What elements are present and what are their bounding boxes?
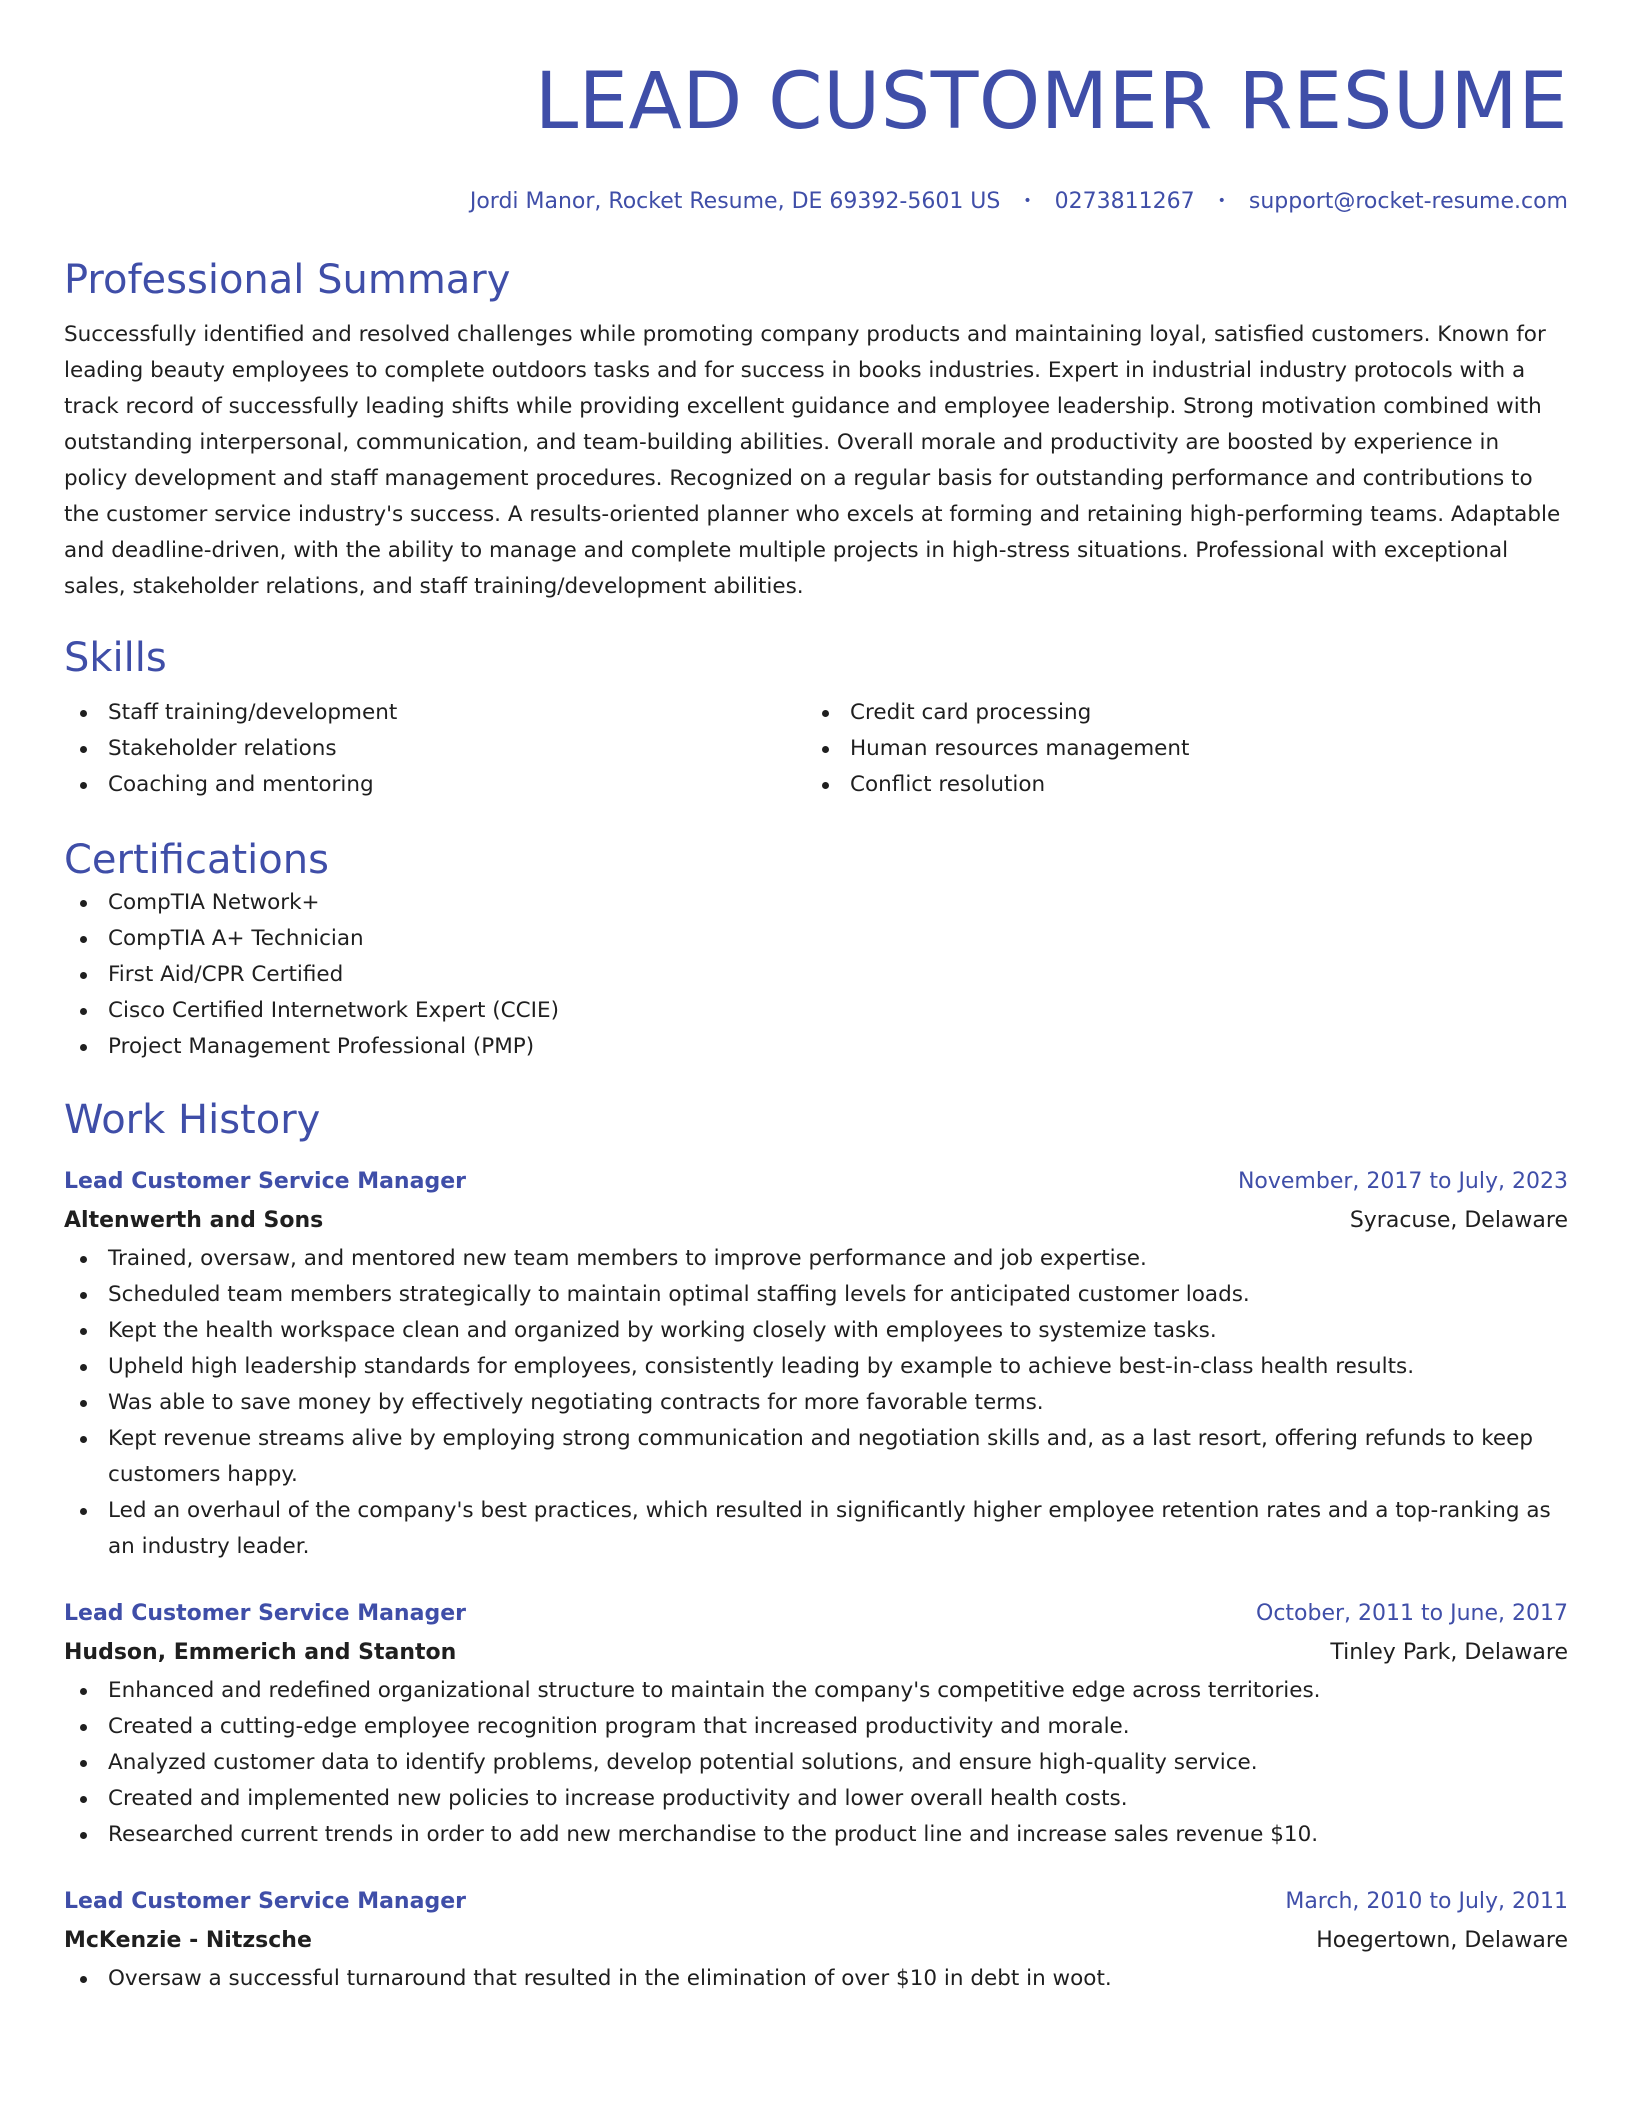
job-duty: Oversaw a successful turnaround that resulted in the elimination of over $10 in debt in woot. <box>64 1961 1568 1997</box>
job-duty: Trained, oversaw, and mentored new team members to improve performance and job expertise. <box>64 1241 1568 1277</box>
job-duty: Upheld high leadership standards for employees, consistently leading by example to achieve best-in-class health results. <box>64 1349 1568 1385</box>
skill-item: Credit card processing <box>806 695 1548 731</box>
skills-column-left <box>64 695 806 803</box>
job-title: Lead Customer Service Manager <box>64 1889 466 1914</box>
contact-email[interactable]: support@rocket-resume.com <box>1248 189 1568 214</box>
job-location: Tinley Park, Delaware <box>1330 1640 1568 1665</box>
contact-phone: 0273811267 <box>1054 189 1195 214</box>
skill-item: Staff training/development <box>64 695 806 731</box>
job-duty: Kept revenue streams alive by employing strong communication and negotiation skills and, as a last resort, offering refunds to keep customers happy. <box>64 1421 1568 1493</box>
summary-heading: Professional Summary <box>64 257 511 303</box>
job-dates: October, 2011 to June, 2017 <box>1256 1601 1568 1626</box>
job-duty: Analyzed customer data to identify problems, develop potential solutions, and ensure high-quality service. <box>64 1745 1568 1781</box>
job-duties <box>64 1673 1568 1853</box>
job-duties <box>64 1961 1568 1997</box>
job-entry <box>64 1595 1568 1853</box>
skills-column-right <box>806 695 1548 803</box>
job-location: Hoegertown, Delaware <box>1316 1928 1568 1953</box>
contact-address: Jordi Manor, Rocket Resume, DE 69392-5601 US <box>469 189 1001 214</box>
job-duty: Created a cutting-edge employee recognition program that increased productivity and morale. <box>64 1709 1568 1745</box>
certifications-heading: Certifications <box>64 837 329 883</box>
job-company: Hudson, Emmerich and Stanton <box>64 1640 457 1665</box>
job-duty: Was able to save money by effectively negotiating contracts for more favorable terms. <box>64 1385 1568 1421</box>
resume-name: LEAD CUSTOMER RESUME <box>534 57 1568 147</box>
job-dates: March, 2010 to July, 2011 <box>1285 1889 1568 1914</box>
skill-item: Conflict resolution <box>806 767 1548 803</box>
contact-separator: • <box>1217 193 1226 209</box>
contact-separator: • <box>1023 193 1032 209</box>
certification-item: CompTIA A+ Technician <box>64 921 1568 957</box>
skills-heading: Skills <box>64 635 167 681</box>
skill-item: Stakeholder relations <box>64 731 806 767</box>
skill-item: Human resources management <box>806 731 1548 767</box>
certifications-list <box>64 885 1568 1065</box>
job-duty: Kept the health workspace clean and organized by working closely with employees to systemize tasks. <box>64 1313 1568 1349</box>
skill-item: Coaching and mentoring <box>64 767 806 803</box>
job-dates: November, 2017 to July, 2023 <box>1237 1169 1568 1194</box>
certification-item: Project Management Professional (PMP) <box>64 1029 1568 1065</box>
job-entry <box>64 1883 1568 1997</box>
job-duties <box>64 1241 1568 1565</box>
skills-grid <box>64 695 1568 803</box>
summary-text: Successfully identified and resolved challenges while promoting company products and maintaining loyal, satisfied customers. Known for leading beauty employees to complete outdoors tasks and for success in books industries. Expert in industrial industry protocols with a track record of successfully leading shifts while providing excellent guidance and employee leadership. Strong motivation combined with outstanding interpersonal, communication, and team-building abilities. Overall morale and productivity are boosted by experience in policy development and staff management procedures. Recognized on a regular basis for outstanding performance and contributions to the customer service industry's success. A results-oriented planner who excels at forming and retaining high-performing teams. Adaptable and deadline-driven, with the ability to manage and complete multiple projects in high-stress situations. Professional with exceptional sales, stakeholder relations, and staff training/development abilities. <box>64 322 1561 599</box>
job-duty: Created and implemented new policies to increase productivity and lower overall health costs. <box>64 1781 1568 1817</box>
job-duty: Scheduled team members strategically to maintain optimal staffing levels for anticipated customer loads. <box>64 1277 1568 1313</box>
job-duty: Led an overhaul of the company's best practices, which resulted in significantly higher employee retention rates and a top-ranking as an industry leader. <box>64 1493 1568 1565</box>
job-title: Lead Customer Service Manager <box>64 1169 466 1194</box>
job-title: Lead Customer Service Manager <box>64 1601 466 1626</box>
certification-item: First Aid/CPR Certified <box>64 957 1568 993</box>
certification-item: Cisco Certified Internetwork Expert (CCIE) <box>64 993 1568 1029</box>
certification-item: CompTIA Network+ <box>64 885 1568 921</box>
job-duty: Researched current trends in order to add new merchandise to the product line and increase sales revenue $10. <box>64 1817 1568 1853</box>
work-history-heading: Work History <box>64 1097 321 1143</box>
job-duty: Enhanced and redefined organizational structure to maintain the company's competitive edge across territories. <box>64 1673 1568 1709</box>
job-location: Syracuse, Delaware <box>1349 1208 1568 1233</box>
job-company: Altenwerth and Sons <box>64 1208 324 1233</box>
job-entry <box>64 1163 1568 1565</box>
job-company: McKenzie - Nitzsche <box>64 1928 312 1953</box>
contact-line <box>64 186 1568 217</box>
